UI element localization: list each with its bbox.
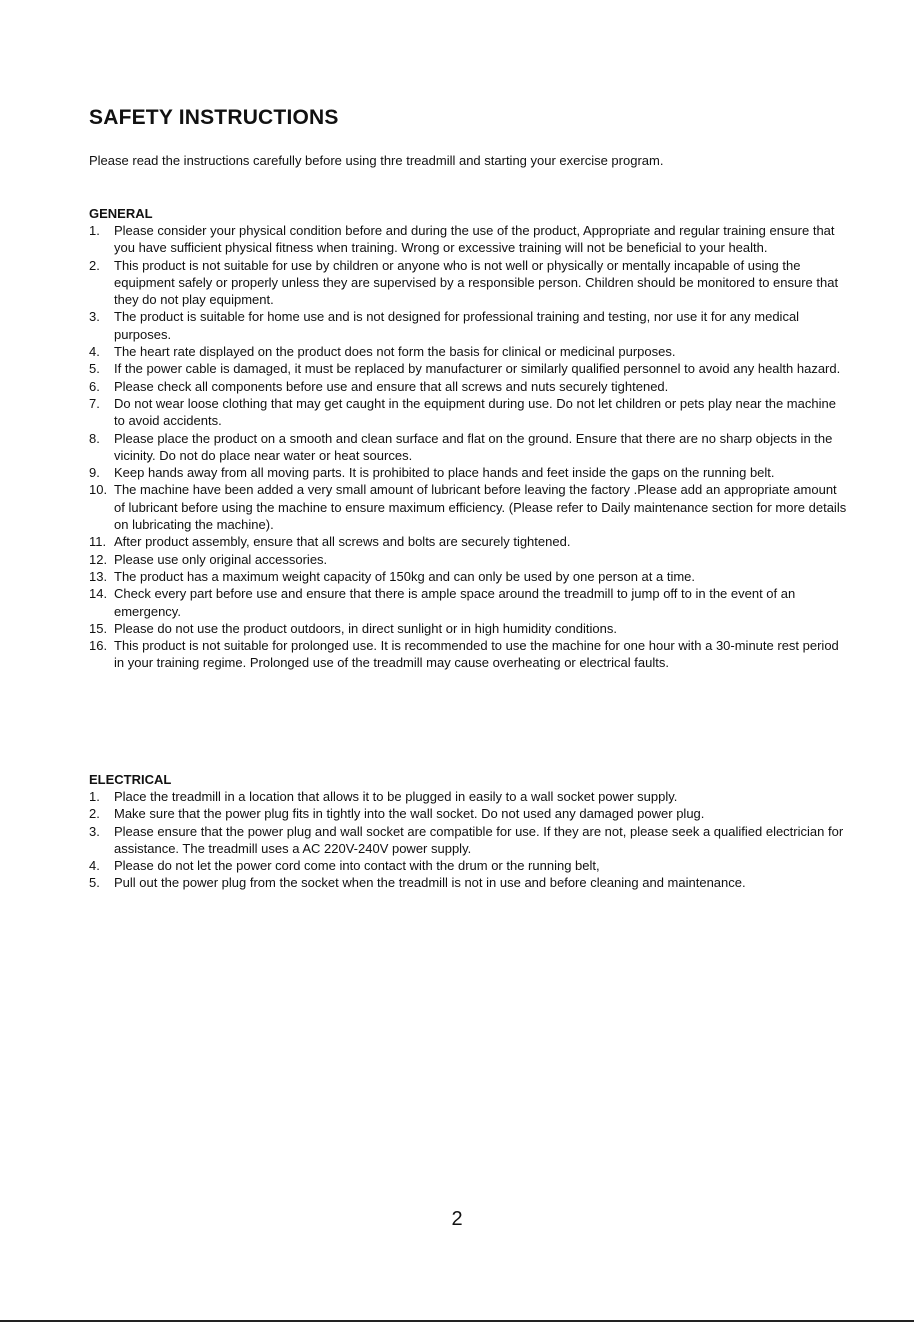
item-number: 2. [89, 257, 100, 273]
item-text: The product is suitable for home use and is not designed for professional training and testing, nor use it for any medical purposes. [114, 309, 800, 342]
item-number: 6. [89, 378, 100, 394]
item-text: Please place the product on a smooth and clean surface and flat on the ground. Ensure that there are no sharp objects in the vicinity. Do not do place near water or heat sources. [114, 430, 833, 463]
list-item [89, 874, 849, 891]
list-item [89, 395, 849, 430]
item-number: 14. [89, 586, 108, 602]
list-item [89, 788, 849, 805]
list-item [89, 637, 849, 672]
item-text: Please use only original accessories. [114, 551, 328, 567]
item-text: If the power cable is damaged, it must be replaced by manufacturer or similarly qualified personnel to avoid any health hazard. [114, 361, 841, 377]
list-item [89, 360, 849, 377]
item-number: 7. [89, 395, 100, 411]
item-text: The product has a maximum weight capacity of 150kg and can only be used by one person at a time. [114, 568, 696, 584]
item-number: 16. [89, 638, 108, 654]
item-number: 5. [89, 875, 100, 891]
page-title: SAFETY INSTRUCTIONS [89, 106, 339, 129]
item-number: 1. [89, 223, 100, 238]
item-text: Do not wear loose clothing that may get caught in the equipment during use. Do not let children or pets play near the machine to avoid accidents. [114, 395, 836, 429]
item-text: Please ensure that the power plug and wall socket are compatible for use. If they are not, please seek a qualified electrician for assistance. The treadmill uses a AC 220V-240V power supply. [114, 823, 844, 856]
electrical-heading: ELECTRICAL [89, 772, 172, 787]
item-text: Make sure that the power plug fits in tightly into the wall socket. Do not used any damaged power plug. [114, 806, 705, 822]
list-item [89, 257, 849, 309]
item-number: 11. [89, 534, 107, 550]
general-section [89, 205, 849, 672]
item-text: This product is not suitable for prolonged use. It is recommended to use the machine for one hour with a 30-minute rest period in your training regime. Prolonged use of the treadmill may cause overheating or electrical faults. [114, 638, 839, 671]
list-item [89, 568, 849, 585]
list-item [89, 308, 849, 343]
list-item [89, 533, 849, 550]
general-list [89, 222, 849, 672]
item-text: This product is not suitable for use by children or anyone who is not well or physically or mentally incapable of using the equipment safely or properly unless they are supervised by a responsible person. Children should be monitored to ensure that they do not play equipment. [114, 257, 839, 308]
item-text: After product assembly, ensure that all screws and bolts are securely tightened. [114, 534, 571, 550]
item-text: Pull out the power plug from the socket when the treadmill is not in use and before cleaning and maintenance. [114, 875, 746, 891]
item-number: 13. [89, 568, 108, 584]
list-item [89, 551, 849, 568]
item-number: 1. [89, 789, 100, 804]
list-item [89, 805, 849, 822]
electrical-section [89, 771, 849, 892]
item-text: The machine have been added a very small amount of lubricant before leaving the factory .Please add an appropriate amount of lubricant before using the machine to ensure maximum efficiency. (Please refer to Daily maintenance section for more details on lubricating the machine). [114, 482, 847, 533]
item-number: 4. [89, 858, 100, 874]
list-item [89, 222, 849, 257]
bottom-rule [0, 1320, 914, 1322]
item-text: Check every part before use and ensure that there is ample space around the treadmill to jump off to in the event of an emergency. [114, 586, 796, 619]
list-item [89, 343, 849, 360]
list-item [89, 620, 849, 637]
item-number: 5. [89, 361, 100, 377]
item-text: Keep hands away from all moving parts. It is prohibited to place hands and feet inside the gaps on the running belt. [114, 465, 775, 481]
page-number: 2 [451, 1208, 463, 1230]
item-text: Place the treadmill in a location that allows it to be plugged in easily to a wall socket power supply. [114, 789, 678, 804]
list-item [89, 857, 849, 874]
item-text: The heart rate displayed on the product does not form the basis for clinical or medicinal purposes. [114, 344, 676, 360]
list-item [89, 430, 849, 465]
item-number: 9. [89, 465, 100, 481]
item-text: Please check all components before use and ensure that all screws and nuts securely tightened. [114, 378, 669, 394]
list-item [89, 481, 849, 533]
general-heading: GENERAL [89, 206, 153, 221]
item-number: 12. [89, 551, 108, 567]
item-text: Please do not let the power cord come into contact with the drum or the running belt, [114, 858, 600, 874]
list-item [89, 823, 849, 858]
item-number: 4. [89, 344, 100, 360]
list-item [89, 464, 849, 481]
electrical-list [89, 788, 849, 892]
list-item [89, 585, 849, 620]
list-item [89, 378, 849, 395]
item-text: Please do not use the product outdoors, in direct sunlight or in high humidity conditions. [114, 620, 617, 636]
item-number: 3. [89, 823, 100, 839]
item-number: 10. [89, 482, 108, 498]
item-number: 8. [89, 430, 100, 446]
item-number: 15. [89, 620, 108, 636]
item-text: Please consider your physical condition before and during the use of the product, Appropriate and regular training ensure that you have sufficient physical fitness when training. Wrong or excessive training will not be beneficial to your health. [114, 223, 835, 256]
item-number: 2. [89, 806, 100, 822]
item-number: 3. [89, 309, 100, 325]
intro-text: Please read the instructions carefully before using thre treadmill and starting your exercise program. [89, 153, 664, 168]
